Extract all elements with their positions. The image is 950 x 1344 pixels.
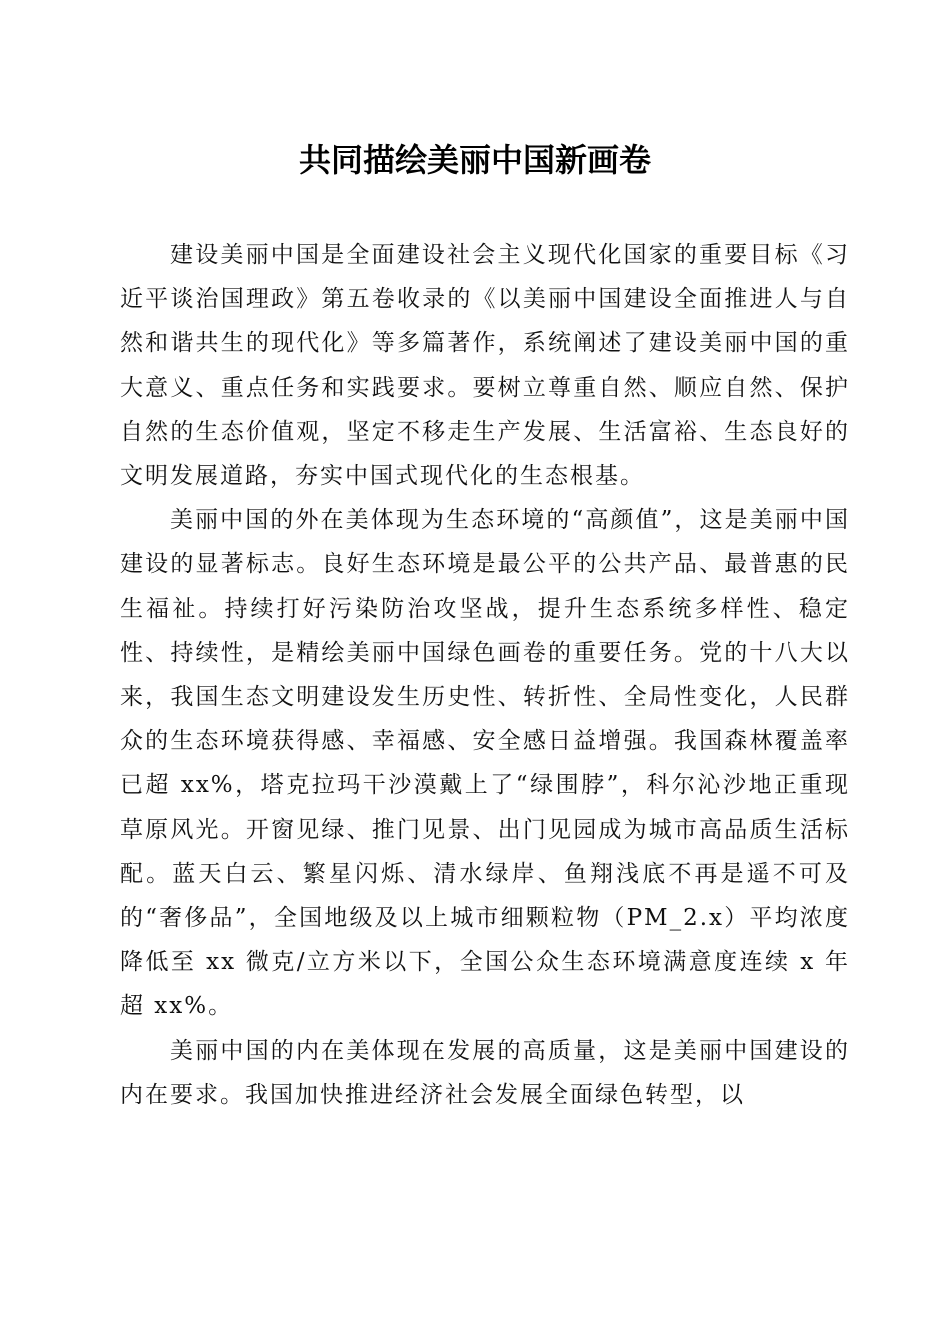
paragraph-3: 美丽中国的内在美体现在发展的高质量，这是美丽中国建设的内在要求。我国加快推进经济社会发展全面绿色转型，以: [120, 1037, 850, 1108]
document-title: 共同描绘美丽中国新画卷: [298, 141, 651, 179]
paragraph-2: 美丽中国的外在美体现为生态环境的“高颜值”，这是美丽中国建设的显著标志。良好生态环境是最公平的公共产品、最普惠的民生福祉。持续打好污染防治攻坚战，提升生态系统多样性、稳定性、持续性，是精绘美丽中国绿色画卷的重要任务。党的十八大以来，我国生态文明建设发生历史性、转折性、全局性变化，人民群众的生态环境获得感、幸福感、安全感日益增强。我国森林覆盖率已超 xx%，塔克拉玛干沙漠戴上了“绿围脖”，科尔沁沙地正重现草原风光。开窗见绿、推门见景、出门见园成为城市高品质生活标配。蓝天白云、繁星闪烁、清水绿岸、鱼翔浅底不再是遥不可及的“奢侈品”，全国地级及以上城市细颗粒物（PM_2.x）平均浓度降低至 xx 微克/立方米以下，全国公众生态环境满意度连续 x 年超 xx%。: [120, 507, 850, 1020]
document-body: [120, 233, 850, 1117]
paragraph-1: 建设美丽中国是全面建设社会主义现代化国家的重要目标《习近平谈治国理政》第五卷收录的《以美丽中国建设全面推进人与自然和谐共生的现代化》等多篇著作，系统阐述了建设美丽中国的重大意义、重点任务和实践要求。要树立尊重自然、顺应自然、保护自然的生态价值观，坚定不移走生产发展、生活富裕、生态良好的文明发展道路，夯实中国式现代化的生态根基。: [120, 242, 850, 490]
